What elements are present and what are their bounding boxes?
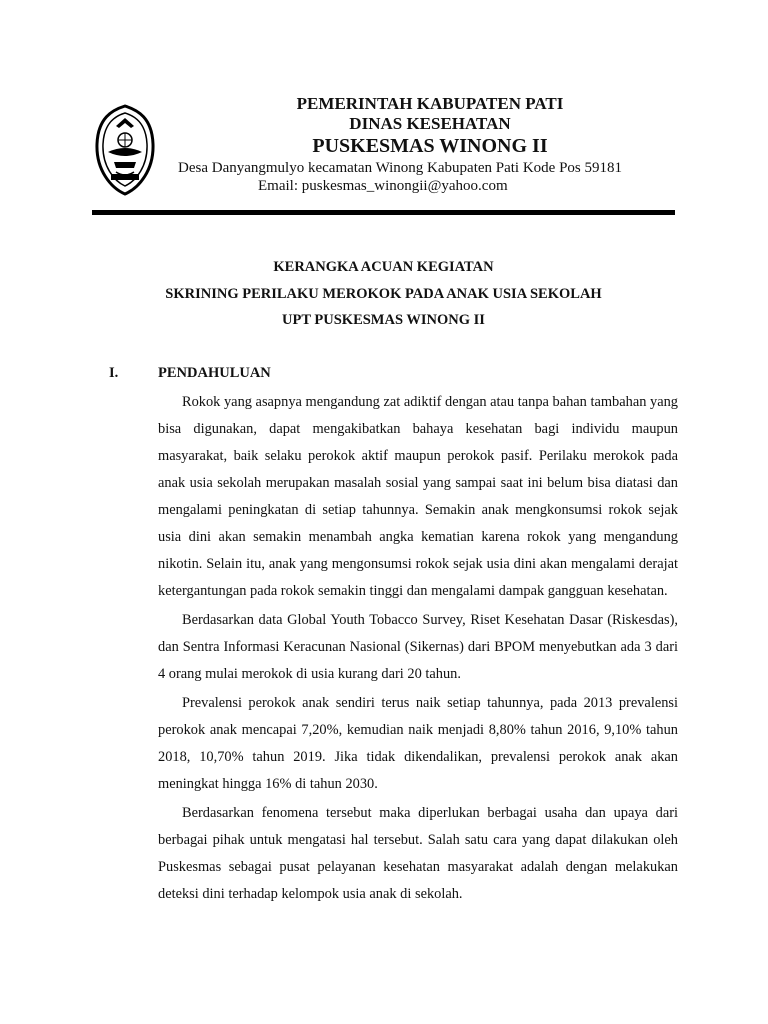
section-number: I. [109,365,119,381]
letterhead-divider [92,210,675,215]
letterhead-email: Email: puskesmas_winongii@yahoo.com [258,178,508,194]
letterhead-puskesmas: PUSKESMAS WINONG II [312,135,548,157]
regency-coat-of-arms-icon [94,104,156,196]
document-title-line-2: SKRINING PERILAKU MEROKOK PADA ANAK USIA SEKOLAH [165,286,602,302]
paragraph: Prevalensi perokok anak sendiri terus naik setiap tahunnya, pada 2013 prevalensi perokok anak mencapai 7,20%, kemudian naik menjadi 8,80% tahun 2016, 9,10% tahun 2018, 10,70% tahun 2019. Jika tidak dikendalikan, prevalensi perokok anak akan meningkat hingga 16% di tahun 2030. [158,695,678,792]
paragraph: Berdasarkan data Global Youth Tobacco Survey, Riset Kesehatan Dasar (Riskesdas), dan Sentra Informasi Keracunan Nasional (Sikernas) dari BPOM menyebutkan ada 3 dari 4 orang mulai merokok di usia kurang dari 20 tahun. [158,612,678,682]
letterhead-agency: DINAS KESEHATAN [349,114,511,133]
document-title-line-3: UPT PUSKESMAS WINONG II [282,312,485,328]
letterhead [160,94,700,158]
paragraph: Rokok yang asapnya mengandung zat adiktif dengan atau tanpa bahan tambahan yang bisa digunakan, dapat mengakibatkan bahaya kesehatan bagi individu maupun masyarakat, baik selaku perokok aktif maupun perokok pasif. Perilaku merokok pada anak usia sekolah merupakan masalah sosial yang sampai saat ini belum bisa diatasi dan mengalami peningkatan di setiap tahunnya. Semakin anak mengkonsumsi rokok sejak usia dini akan semakin menambah angka kematian karena rokok yang mengandung nikotin. Selain itu, anak yang mengonsumsi rokok sejak usia dini akan mengalami derajat ketergantungan pada rokok semakin tinggi dan mengalami dampak gangguan kesehatan. [158,394,678,599]
document-title-line-1: KERANGKA ACUAN KEGIATAN [273,259,494,275]
section-body [158,389,678,910]
letterhead-address: Desa Danyangmulyo kecamatan Winong Kabupaten Pati Kode Pos 59181 [178,160,623,176]
paragraph: Berdasarkan fenomena tersebut maka diperlukan berbagai usaha dan upaya dari berbagai pihak untuk mengatasi hal tersebut. Salah satu cara yang dapat dilakukan oleh Puskesmas sebagai pusat pelayanan kesehatan masyarakat adalah dengan melakukan deteksi dini terhadap kelompok usia anak di sekolah. [158,805,678,902]
letterhead-government: PEMERINTAH KABUPATEN PATI [296,94,564,113]
section-heading: PENDAHULUAN [158,365,271,381]
